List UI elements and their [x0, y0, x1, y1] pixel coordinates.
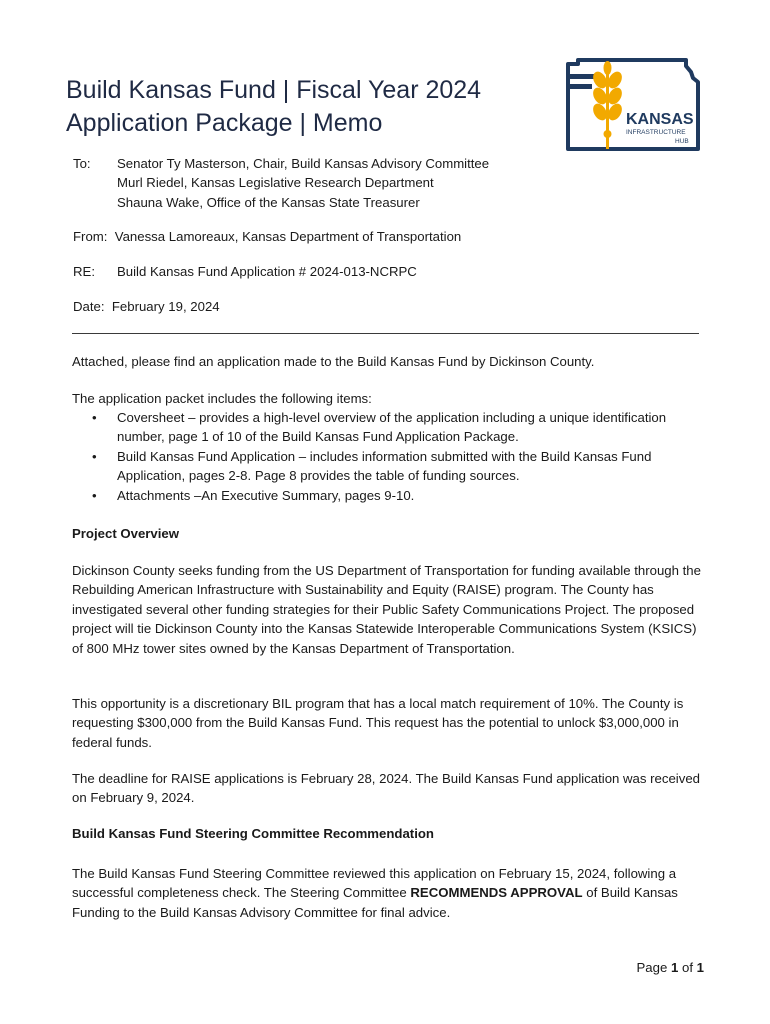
page-number: Page 1 of 1: [636, 960, 704, 975]
overview-paragraph-1: Dickinson County seeks funding from the US Department of Transportation for funding available through the Rebuilding American Infrastructure with Sustainability and Equity (RAISE) program. The County has investigated several other funding strategies for their Public Safety Communications Project. The proposed project will tie Dickinson County into the Kansas Statewide Interoperable Communications System (KSICS) of 800 MHz tower sites owned by the Kansas Department of Transportation.: [72, 563, 701, 656]
logo-sub-1: INFRASTRUCTURE: [626, 129, 686, 136]
project-overview-heading: Project Overview: [72, 526, 180, 541]
bullet-icon: •: [92, 448, 97, 464]
recipient-3: Shauna Wake, Office of the Kansas State Treasurer: [117, 194, 420, 210]
title-line-1: Build Kansas Fund | Fiscal Year 2024: [66, 76, 482, 104]
list-item: • Attachments –An Executive Summary, pages 9-10.: [90, 486, 690, 505]
list-item: • Build Kansas Fund Application – includes information submitted with the Build Kansas Fund Application, pages 2-8. Page 8 provides the table of funding sources.: [92, 448, 652, 484]
date-value: February 19, 2024: [111, 299, 220, 314]
overview-paragraph-3: The deadline for RAISE applications is February 28, 2024. The Build Kansas Fund application was received on February 9, 2024.: [72, 771, 700, 806]
bullet-icon: •: [92, 487, 97, 503]
to-recipients: [117, 154, 489, 212]
date-label: Date:: [73, 299, 105, 314]
kansas-infrastructure-hub-logo: [560, 54, 708, 154]
packet-intro: The application packet includes the following items:: [72, 391, 372, 406]
re-value: Build Kansas Fund Application # 2024-013-NCRPC: [117, 264, 417, 279]
from-value: Vanessa Lamoreaux, Kansas Department of Transportation: [114, 229, 462, 244]
intro-paragraph: Attached, please find an application made to the Build Kansas Fund by Dickinson County.: [72, 354, 595, 369]
recipient-2: Murl Riedel, Kansas Legislative Research Department: [117, 175, 434, 191]
packet-items-list: [90, 408, 690, 505]
title-line-2: Application Package | Memo: [66, 109, 383, 137]
document-title: [66, 74, 536, 140]
list-item: • Coversheet – provides a high-level overview of the application including a unique identification number, page 1 of 10 of the Build Kansas Fund Application Package.: [92, 410, 667, 445]
recommendation-heading: Build Kansas Fund Steering Committee Recommendation: [72, 826, 434, 841]
recommends-approval: RECOMMENDS APPROVAL: [410, 885, 583, 901]
from-row: [73, 227, 461, 246]
overview-paragraph-2: This opportunity is a discretionary BIL program that has a local match requirement of 10%. The County is requesting $300,000 from the Build Kansas Fund. This request has the potential to unlock $3,000,000 in federal funds.: [72, 696, 684, 750]
to-label: To:: [73, 156, 91, 171]
recommendation-paragraph: The Build Kansas Fund Steering Committee reviewed this application on February 15, 2024, following a successful completeness check. The Steering Committee RECOMMENDS APPROVAL of Build Kansas Funding to the Build Kansas Advisory Committee for final advice.: [72, 866, 678, 920]
logo-word: KANSAS: [626, 111, 694, 128]
wheat-icon: [590, 61, 624, 149]
recipient-1: Senator Ty Masterson, Chair, Build Kansas Advisory Committee: [117, 156, 490, 171]
bullet-icon: •: [92, 410, 97, 425]
re-row: [73, 262, 417, 281]
re-label: RE:: [73, 264, 95, 279]
header-divider: [72, 333, 699, 334]
date-row: [73, 297, 220, 316]
logo-sub-2: HUB: [675, 138, 689, 145]
from-label: From:: [73, 229, 108, 244]
